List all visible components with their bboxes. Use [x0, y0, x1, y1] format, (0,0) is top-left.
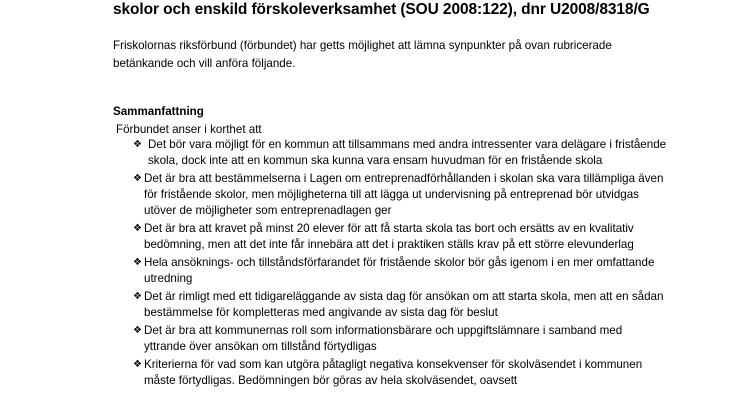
diamond-bullet-icon: ❖	[133, 291, 142, 302]
summary-bullet-item	[133, 255, 693, 287]
summary-heading: Sammanfattning	[113, 105, 204, 118]
summary-bullet-item	[133, 323, 693, 355]
summary-lead: Förbundet anser i korthet att	[116, 123, 262, 136]
document-title: skolor och enskild förskoleverksamhet (SOU 2008:122), dnr U2008/8318/G	[113, 1, 650, 18]
summary-bullet-text: Det är bra att kommunernas roll som informationsbärare och uppgiftslämnare i samband med yttrande över ansökan om tillstånd förtydligas	[144, 324, 623, 353]
summary-bullet-text: Det är bra att kravet på minst 20 elever för att få starta skola tas bort och ersätts av en kvalitativ bedömning, men att det inte får innebära att det i praktiken ställs krav på ett större elevunderlag	[144, 222, 634, 251]
diamond-bullet-icon: ❖	[133, 359, 142, 370]
summary-bullet-item	[133, 357, 693, 389]
diamond-bullet-icon: ❖	[133, 257, 142, 268]
summary-bullet-item	[133, 137, 693, 169]
summary-bullet-item	[133, 289, 693, 321]
summary-bullet-list	[133, 137, 693, 391]
diamond-bullet-icon: ❖	[133, 223, 142, 234]
summary-bullet-text: Det är bra att bestämmelserna i Lagen om entreprenadförhållanden i skolan ska vara tillämpliga även för fristående skolor, men möjligheterna till att lägga ut undervisning på entreprenad bör utvidgas utöver de möjligheter som entreprenadlagen ger	[144, 172, 664, 217]
summary-bullet-text: Kriterierna för vad som kan utgöra påtagligt negativa konsekvenser för skolväsendet i kommunen måste förtydligas. Bedömningen bör göras av hela skolväsendet, oavsett	[144, 358, 643, 387]
diamond-bullet-icon: ❖	[133, 173, 142, 184]
diamond-bullet-icon: ❖	[133, 325, 142, 336]
intro-paragraph: Friskolornas riksförbund (förbundet) har getts möjlighet att lämna synpunkter på ovan rubricerade betänkande och vill anföra följande.	[113, 39, 612, 70]
summary-bullet-text: Det är rimligt med ett tidigareläggande av sista dag för ansökan om att starta skola, men att en sådan bestämmelse för kompletteras med angivande av sista dag för beslut	[144, 290, 664, 319]
summary-bullet-item	[133, 171, 693, 219]
diamond-bullet-icon: ❖	[133, 139, 142, 150]
summary-bullet-item	[133, 221, 693, 253]
summary-bullet-text: Det bör vara möjligt för en kommun att tillsammans med andra intressenter vara delägare i fristående skola, dock inte att en kommun ska kunna vara ensam huvudman för en fristående skola	[148, 138, 667, 167]
summary-bullet-text: Hela ansöknings- och tillståndsförfarandet för fristående skolor bör gås igenom i en mer omfattande utredning	[144, 256, 655, 285]
